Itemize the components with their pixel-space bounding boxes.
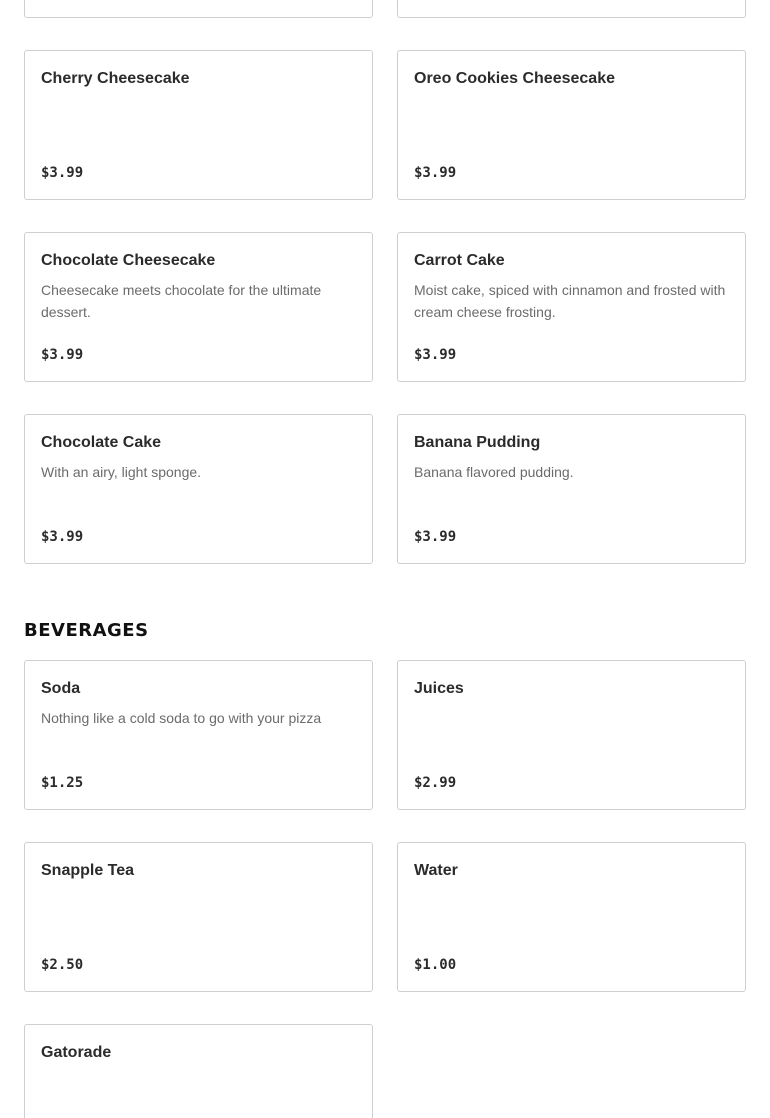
menu-item-card[interactable] — [24, 842, 373, 992]
item-description: With an airy, light sponge. — [41, 464, 202, 480]
item-title: Juices — [414, 680, 464, 697]
item-price: $1.25 — [41, 775, 84, 791]
item-title: Chocolate Cheesecake — [41, 252, 216, 269]
menu-item-card[interactable] — [24, 232, 373, 382]
item-price: $2.99 — [414, 775, 457, 791]
item-price: $3.99 — [414, 529, 457, 545]
item-title: Cherry Cheesecake — [41, 70, 190, 87]
item-title: Oreo Cookies Cheesecake — [414, 70, 615, 87]
menu-item-card[interactable] — [24, 0, 373, 18]
item-price: $3.99 — [41, 529, 84, 545]
item-description: Banana flavored pudding. — [414, 464, 574, 480]
menu-item-card[interactable] — [397, 414, 746, 564]
item-description: Nothing like a cold soda to go with your pizza — [41, 710, 322, 726]
item-title: Water — [414, 862, 458, 879]
item-title: Snapple Tea — [41, 862, 135, 879]
menu-item-card[interactable] — [397, 232, 746, 382]
item-title: Carrot Cake — [414, 252, 505, 269]
item-price: $3.99 — [414, 347, 457, 363]
menu-item-card[interactable] — [24, 414, 373, 564]
desserts-grid — [24, 0, 746, 564]
menu-item-card[interactable] — [24, 1024, 373, 1118]
menu-item-card[interactable] — [24, 660, 373, 810]
item-title: Gatorade — [41, 1044, 112, 1061]
menu-item-card[interactable] — [397, 842, 746, 992]
item-description: Moist cake, spiced with cinnamon and frosted with cream cheese frosting. — [414, 282, 726, 320]
beverages-section-title: BEVERAGES — [24, 620, 149, 641]
item-price: $3.99 — [41, 165, 84, 181]
item-price: $1.00 — [414, 957, 457, 973]
item-description: Cheesecake meets chocolate for the ultimate dessert. — [41, 282, 322, 320]
beverages-grid — [24, 660, 746, 1118]
item-price: $3.99 — [414, 165, 457, 181]
menu-item-card[interactable] — [397, 660, 746, 810]
item-title: Banana Pudding — [414, 434, 541, 451]
item-price: $2.50 — [41, 957, 84, 973]
menu-item-card[interactable] — [24, 50, 373, 200]
item-price: $3.99 — [41, 347, 84, 363]
menu-item-card[interactable] — [397, 0, 746, 18]
item-title: Soda — [41, 680, 81, 697]
menu-item-card[interactable] — [397, 50, 746, 200]
item-title: Chocolate Cake — [41, 434, 162, 451]
